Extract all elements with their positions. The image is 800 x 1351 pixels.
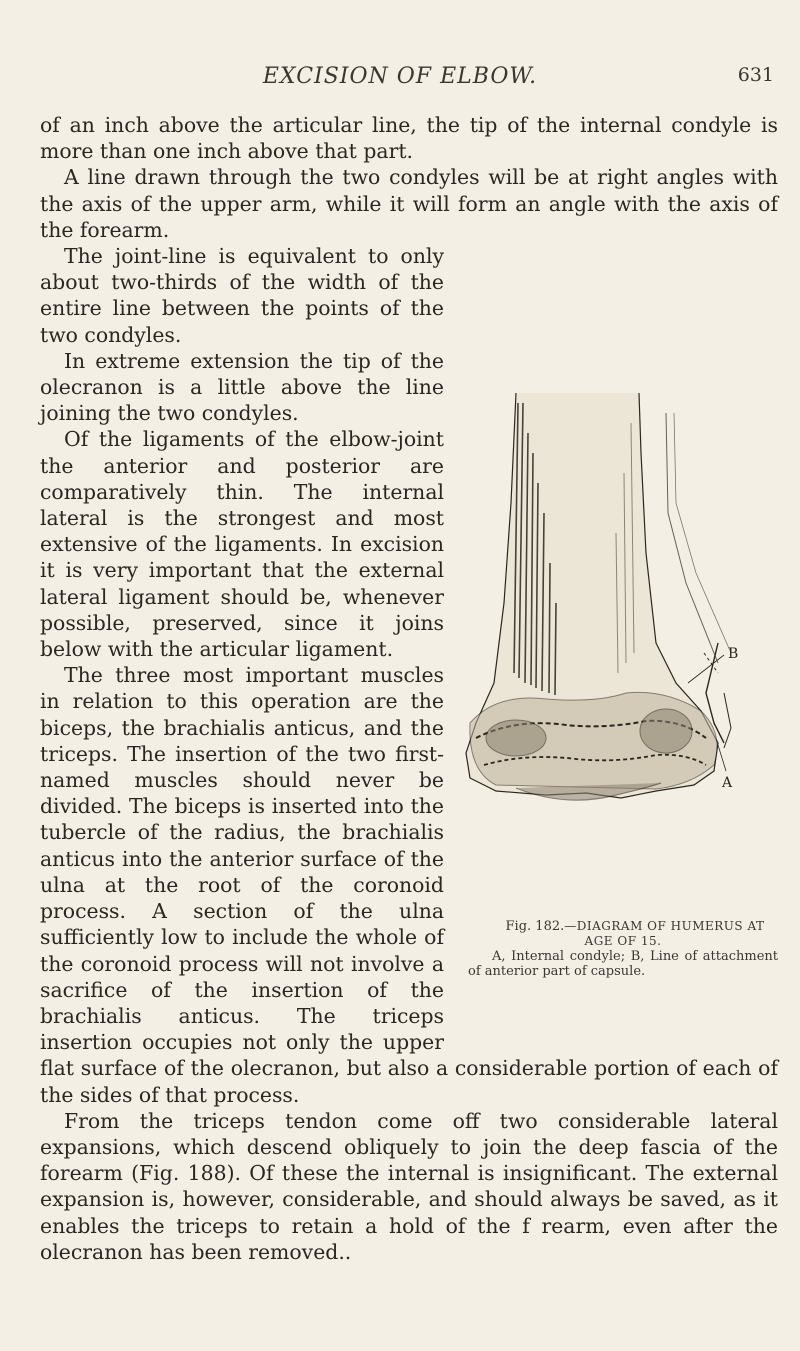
- figure-title: [468, 919, 778, 949]
- paragraph: A line drawn through the two condyles will be at right angles with the axis of the upper arm, while it will form an angle with the axis of the forearm.: [40, 165, 778, 242]
- humerus-diagram: [456, 393, 778, 913]
- running-head: [0, 64, 800, 94]
- paragraph: In extreme extension the tip of the olecranon is a little above the line joining the two condyles.: [40, 348, 444, 426]
- figure-caption: [468, 919, 778, 979]
- figure-number: Fig. 182.: [505, 919, 565, 935]
- paragraph: Of the ligaments of the elbow-joint the anterior and posterior are comparatively thin. The internal lateral is the strongest and most extensive of the ligaments. In excision it is very important that the external lateral ligament should be, whenever possible, preserved, since it joins below with the articular ligament.: [40, 427, 444, 662]
- paragraph: From the triceps tendon come off two considerable lateral expansions, which descend obliquely to join the deep fascia of the forearm (Fig. 188). Of these the internal is insignificant. The external expansion is, however, considerable, and should always be saved, as it enables the triceps to retain a hold of the f rearm, even after the olecranon has been removed..: [40, 1108, 778, 1264]
- label-a: A: [722, 775, 733, 792]
- figure-182: [456, 393, 778, 1029]
- figure-legend: A, Internal condyle; B, Line of attachment of anterior part of capsule.: [468, 949, 778, 980]
- label-b: B: [728, 646, 739, 663]
- running-title: EXCISION OF ELBOW.: [262, 64, 538, 89]
- body-text: [40, 112, 778, 1265]
- figure-title-text: —DIAGRAM OF HUMERUS AT AGE OF 15.: [564, 919, 765, 949]
- paragraph: The joint-line is equivalent to only about two-thirds of the width of the entire line between the points of the two condyles.: [40, 244, 444, 347]
- paragraph: The three most important muscles in relation to this operation are the biceps, the brachialis anticus, and the triceps. The insertion of the two first-named muscles should never be divided. The biceps is inserted into the tubercle of the radius, the brachialis anticus into the anterior surface of the ulna at the root of the coronoid process. A section of the ulna sufficiently low to include the whole of the coronoid process will not involve a sacrifice of the insertion of the brachialis anticus. The triceps insertion occupies not only the upper flat surface of the olecranon, but also a considerable portion of each of the sides of that process.: [40, 663, 778, 1107]
- paragraph: of an inch above the articular line, the tip of the internal condyle is more than one inch above that part.: [40, 113, 778, 164]
- page-number: 631: [737, 64, 774, 86]
